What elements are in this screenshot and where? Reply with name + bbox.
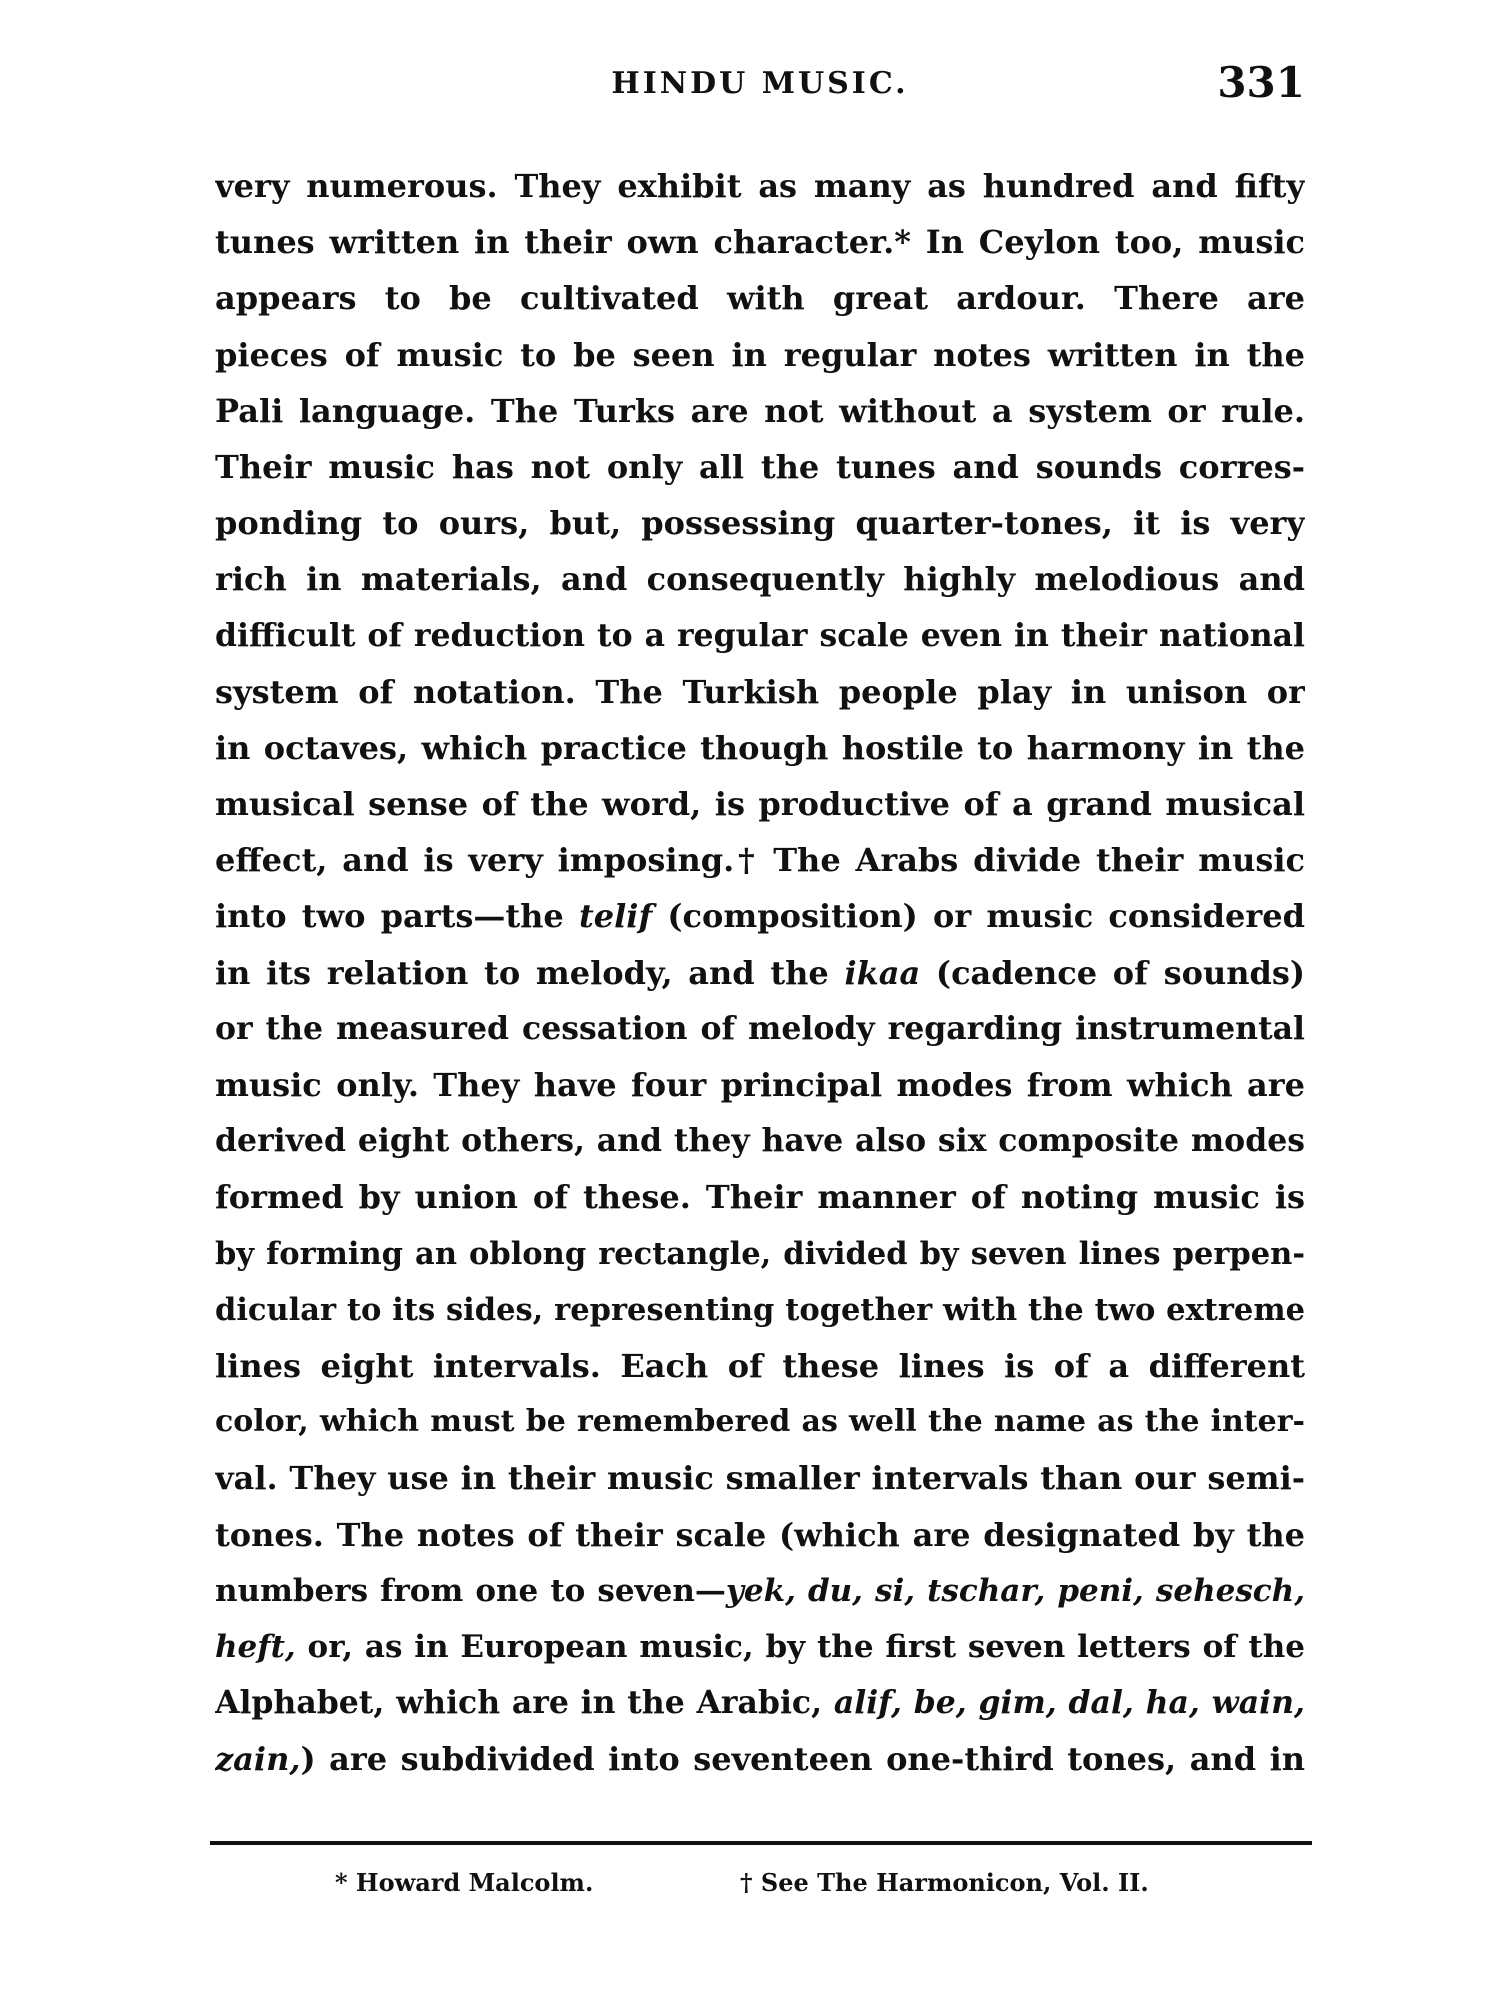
text-line (215, 888, 1305, 944)
text-segment: dicular to its sides, representing together with the two extreme (215, 1291, 1305, 1328)
footnote-rule (210, 1841, 1312, 1845)
text-segment: formed by union of these. Their manner of noting music is (215, 1178, 1305, 1217)
text-segment: numbers from one to seven— (215, 1572, 726, 1609)
text-line (215, 383, 1305, 439)
text-segment: Pali language. The Turks are not without a system or rule. (215, 391, 1305, 430)
italic-term: heft, (215, 1628, 296, 1665)
text-line (215, 1338, 1305, 1394)
footnotes (335, 1868, 1235, 1908)
italic-term: ikaa (844, 953, 921, 992)
text-line (215, 832, 1305, 888)
text-segment: Alphabet, which are in the Arabic, (215, 1684, 834, 1722)
text-line (215, 720, 1305, 776)
text-segment: or, as in European music, by the first seven letters of the (295, 1628, 1305, 1665)
text-segment: music only. They have four principal modes from which are (215, 1066, 1305, 1104)
text-segment: tones. The notes of their scale (which are designated by the (215, 1515, 1305, 1554)
italic-term: alif, be, gim, dal, ha, wain, (833, 1684, 1305, 1722)
text-segment: appears to be cultivated with great ardour. There are (215, 279, 1305, 318)
text-segment: difficult of reduction to a regular scale even in their national (215, 616, 1305, 654)
text-segment: into two parts—the (215, 897, 579, 936)
text-segment: pieces of music to be seen in regular notes written in the (215, 335, 1305, 374)
text-segment: system of notation. The Turkish people play in unison or (215, 672, 1305, 711)
text-segment: musical sense of the word, is productive of a grand musical (215, 785, 1305, 824)
footnote-howard-malcolm: * Howard Malcolm. (335, 1868, 594, 1897)
text-segment: (composition) or music considered (652, 897, 1305, 936)
text-line (215, 1169, 1305, 1225)
text-segment: val. They use in their music smaller intervals than our semi- (215, 1459, 1305, 1498)
text-line (215, 1675, 1305, 1731)
text-line (215, 158, 1305, 214)
running-title: HINDU MUSIC. (611, 66, 909, 101)
text-line (215, 214, 1305, 270)
text-line (215, 1001, 1305, 1057)
text-line (215, 1619, 1305, 1675)
page-number: 331 (1217, 58, 1305, 107)
text-segment: color, which must be remembered as well the name as the inter- (215, 1404, 1305, 1440)
text-segment: rich in materials, and consequently highly melodious and (215, 560, 1305, 599)
text-segment: or the measured cessation of melody regarding instrumental (215, 1009, 1305, 1047)
text-segment: (cadence of sounds) (920, 953, 1305, 992)
text-segment: by forming an oblong rectangle, divided by seven lines perpen- (215, 1235, 1305, 1272)
footnote-harmonicon: † See The Harmonicon, Vol. II. (740, 1868, 1149, 1897)
text-segment: derived eight others, and they have also six composite modes (215, 1122, 1305, 1160)
text-line (215, 776, 1305, 832)
text-line (215, 1731, 1305, 1787)
text-line (215, 608, 1305, 664)
text-segment: tunes written in their own character.* In Ceylon too, music (215, 223, 1305, 262)
text-line (215, 1394, 1305, 1450)
text-line (215, 495, 1305, 551)
body-text (215, 158, 1305, 1787)
text-line (215, 1057, 1305, 1113)
italic-term: yek, du, si, tschar, peni, sehesch, (725, 1572, 1305, 1609)
text-segment: Their music has not only all the tunes and sounds corres- (215, 447, 1305, 486)
running-head (215, 58, 1305, 116)
text-line (215, 1507, 1305, 1563)
text-line (215, 270, 1305, 326)
text-line (215, 439, 1305, 495)
text-segment: effect, and is very imposing.† The Arabs divide their music (215, 841, 1305, 880)
text-line (215, 327, 1305, 383)
text-segment: lines eight intervals. Each of these lines is of a different (215, 1346, 1305, 1385)
text-line (215, 1226, 1305, 1282)
text-segment: ) are subdivided into seventeen one-third tones, and in (300, 1740, 1305, 1779)
text-line (215, 1113, 1305, 1169)
text-segment: ponding to ours, but, possessing quarter-tones, it is very (215, 504, 1305, 543)
text-segment: in octaves, which practice though hostile to harmony in the (215, 728, 1305, 767)
text-line (215, 1450, 1305, 1506)
text-segment: in its relation to melody, and the (215, 953, 845, 992)
text-line (215, 1282, 1305, 1338)
text-line (215, 551, 1305, 607)
text-segment: very numerous. They exhibit as many as hundred and fifty (215, 167, 1305, 205)
text-line (215, 664, 1305, 720)
italic-term: zain, (215, 1740, 301, 1779)
italic-term: telif (579, 897, 653, 936)
text-line (215, 1563, 1305, 1619)
text-line (215, 945, 1305, 1001)
